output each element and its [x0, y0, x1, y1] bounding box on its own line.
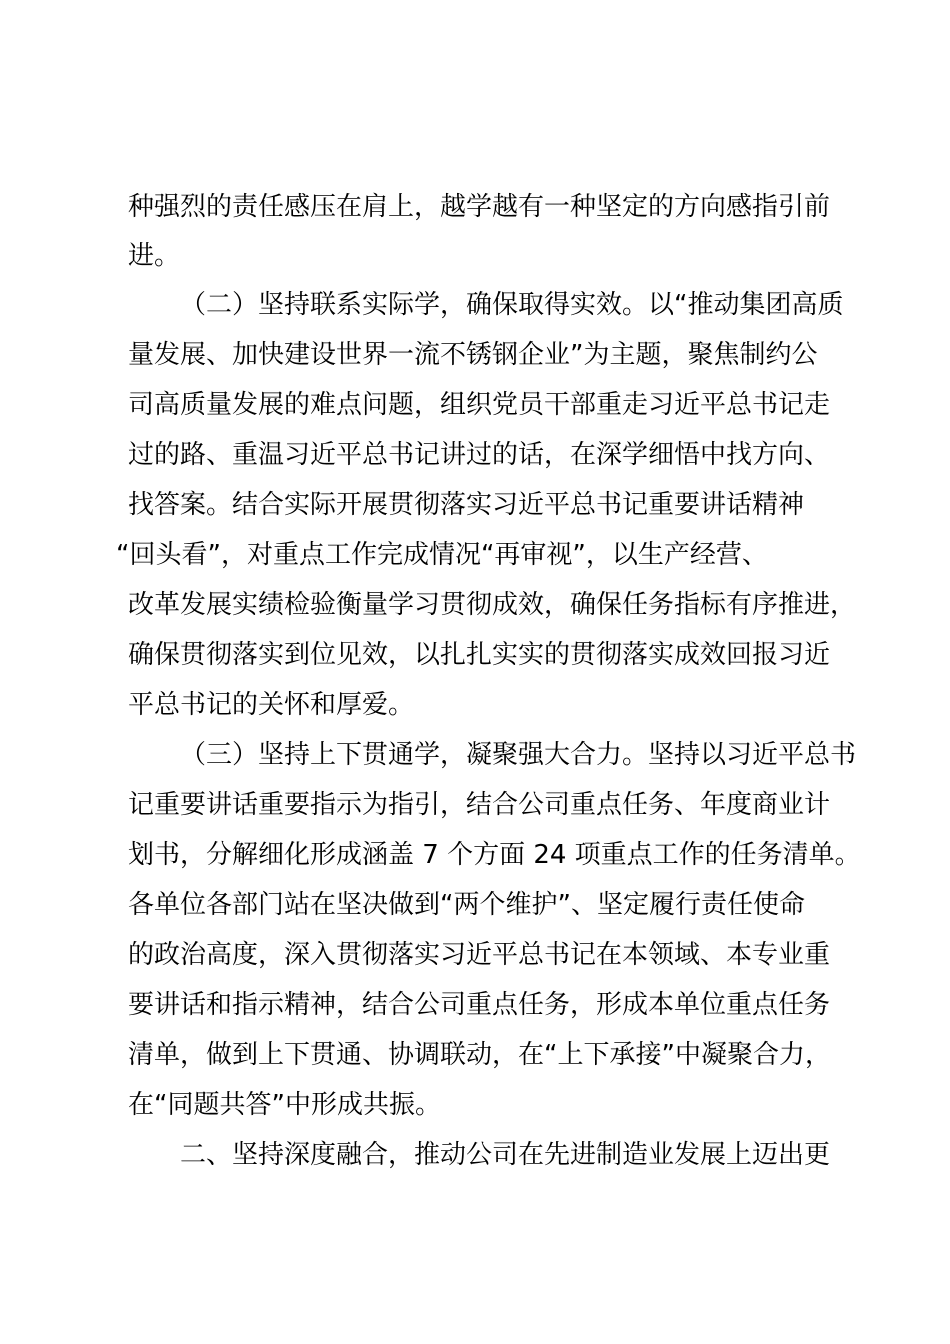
body-text-line: 划书，分解细化形成涵盖 7 个方面 24 项重点工作的任务清单。 — [128, 840, 861, 870]
body-text-line: 进。 — [128, 241, 181, 271]
body-text-line: 记重要讲话重要指示为指引，结合公司重点任务、年度商业计 — [128, 790, 831, 820]
body-text-line: 过的路、重温习近平总书记讲过的话，在深学细悟中找方向、 — [128, 440, 831, 470]
body-text-line: 找答案。结合实际开展贯彻落实习近平总书记重要讲话精神 — [128, 490, 805, 520]
section-paragraph-start: （二）坚持联系实际学，确保取得实效。以“推动集团高质 — [180, 290, 844, 320]
section-paragraph-start: （三）坚持上下贯通学，凝聚强大合力。坚持以习近平总书 — [180, 740, 857, 770]
body-text-line: 要讲话和指示精神，结合公司重点任务，形成本单位重点任务 — [128, 990, 831, 1020]
body-text-line: 在“同题共答”中形成共振。 — [128, 1090, 441, 1120]
body-text-line: 平总书记的关怀和厚爱。 — [128, 690, 415, 720]
body-text-line: “回头看”，对重点工作完成情况“再审视”，以生产经营、 — [116, 540, 768, 570]
section-heading: 二、坚持深度融合，推动公司在先进制造业发展上迈出更 — [180, 1140, 831, 1170]
body-text-line: 各单位各部门站在坚决做到“两个维护”、坚定履行责任使命 — [128, 890, 805, 920]
body-text-line: 确保贯彻落实到位见效，以扎扎实实的贯彻落实成效回报习近 — [128, 640, 831, 670]
body-text-line: 司高质量发展的难点问题，组织党员干部重走习近平总书记走 — [128, 390, 831, 420]
body-text-line: 清单，做到上下贯通、协调联动，在“上下承接”中凝聚合力， — [128, 1040, 831, 1070]
body-text-line: 的政治高度，深入贯彻落实习近平总书记在本领域、本专业重 — [128, 940, 831, 970]
body-text-line: 改革发展实绩检验衡量学习贯彻成效，确保任务指标有序推进， — [128, 590, 857, 620]
body-text-line: 量发展、加快建设世界一流不锈钢企业”为主题，聚焦制约公 — [128, 340, 818, 370]
body-text-line: 种强烈的责任感压在肩上，越学越有一种坚定的方向感指引前 — [128, 192, 831, 222]
